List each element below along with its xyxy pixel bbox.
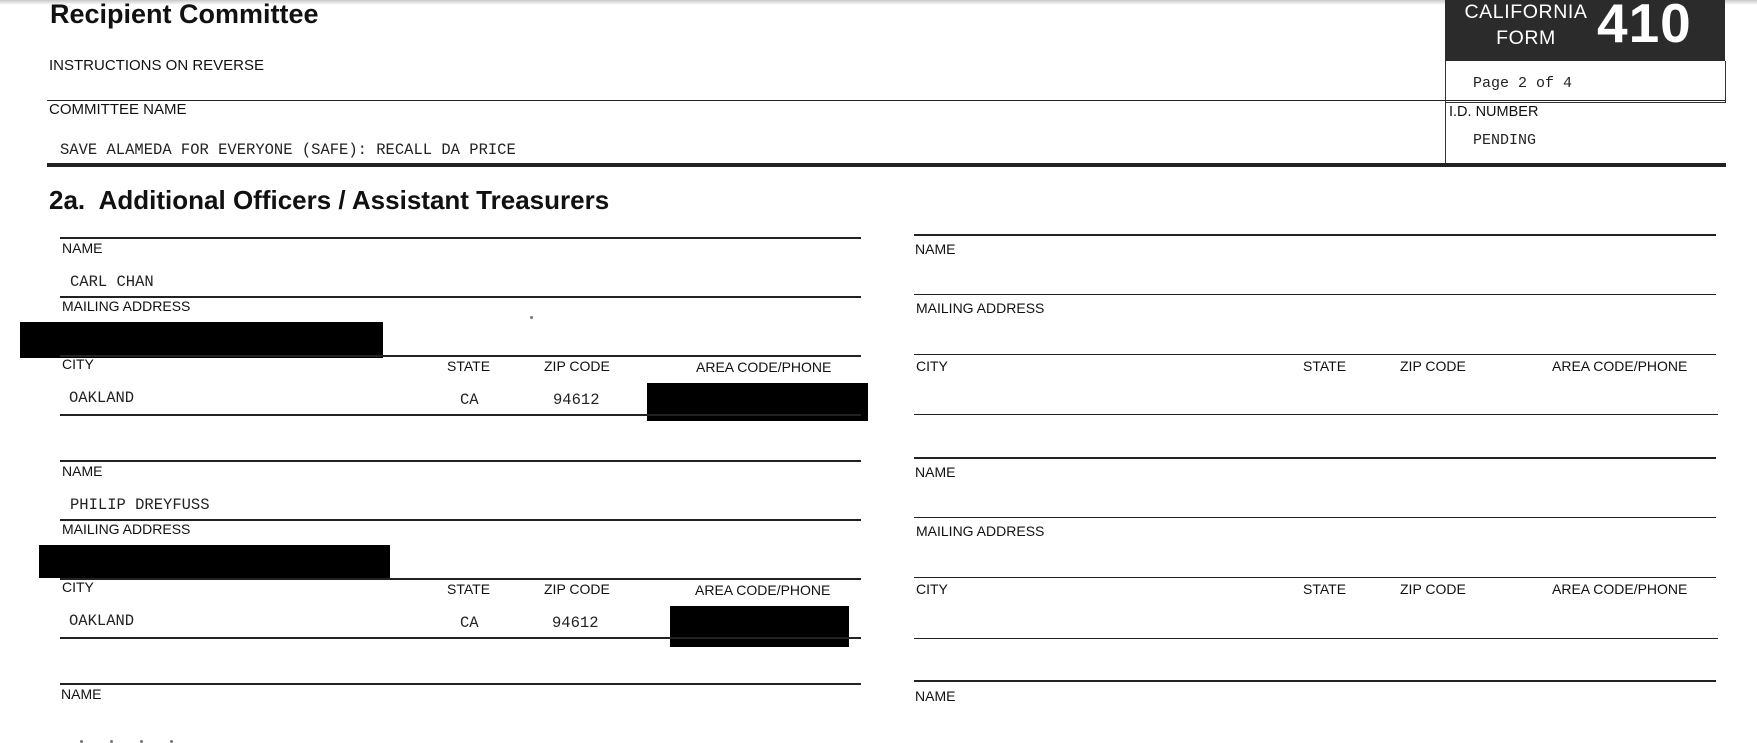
officer-2-state-label: STATE bbox=[447, 581, 491, 597]
right-1-city-label: CITY bbox=[916, 358, 948, 374]
officer-2-address-rule bbox=[60, 578, 861, 580]
officer-1-state-value: CA bbox=[460, 391, 479, 409]
officer-1-zip-label: ZIP CODE bbox=[544, 358, 610, 374]
officer-2-name-label: NAME bbox=[62, 463, 103, 479]
form-number-badge bbox=[1445, 0, 1725, 61]
officer-1-address-redaction bbox=[20, 322, 383, 358]
officer-1-address-rule bbox=[60, 355, 861, 357]
right-1-top-rule bbox=[914, 234, 1716, 236]
officer-1-name-label: NAME bbox=[62, 240, 103, 256]
officer-1-zip-value: 94612 bbox=[553, 391, 600, 409]
page-indicator: Page 2 of 4 bbox=[1473, 75, 1573, 92]
header-bottom-rule bbox=[47, 163, 1726, 167]
right-2-address-label: MAILING ADDRESS bbox=[916, 523, 1045, 539]
officer-2-top-rule bbox=[60, 460, 861, 462]
right-2-address-rule bbox=[914, 577, 1716, 578]
instructions-note: INSTRUCTIONS ON REVERSE bbox=[49, 57, 265, 74]
officer-1-city-value: OAKLAND bbox=[69, 389, 135, 407]
committee-name-value: SAVE ALAMEDA FOR EVERYONE (SAFE): RECALL DA PRICE bbox=[60, 141, 516, 159]
right-2-phone-label: AREA CODE/PHONE bbox=[1552, 581, 1688, 597]
officer-1-city-label: CITY bbox=[62, 356, 94, 372]
officer-2-zip-label: ZIP CODE bbox=[544, 581, 610, 597]
officer-2-zip-value: 94612 bbox=[552, 614, 599, 632]
right-1-bottom-rule bbox=[914, 414, 1718, 415]
officer-1-name-value: CARL CHAN bbox=[70, 273, 154, 291]
officer-2-address-redaction bbox=[39, 545, 390, 578]
right-2-zip-label: ZIP CODE bbox=[1400, 581, 1466, 597]
officer-2-state-value: CA bbox=[460, 614, 479, 632]
officer-2-phone-label: AREA CODE/PHONE bbox=[695, 582, 831, 598]
officer-1-state-label: STATE bbox=[447, 358, 491, 374]
right-1-name-rule bbox=[914, 294, 1716, 295]
right-2-state-label: STATE bbox=[1303, 581, 1347, 597]
right-2-bottom-rule bbox=[914, 638, 1718, 639]
right-2-name-label: NAME bbox=[915, 464, 956, 480]
id-number-divider bbox=[1445, 100, 1446, 166]
officer-2-name-value: PHILIP DREYFUSS bbox=[70, 496, 210, 514]
id-number-label: I.D. NUMBER bbox=[1449, 104, 1539, 120]
right-1-name-label: NAME bbox=[915, 241, 956, 257]
right-2-top-rule bbox=[914, 457, 1716, 459]
right-3-top-rule bbox=[914, 680, 1716, 682]
header-divider bbox=[47, 100, 1725, 101]
officer-2-bottom-rule bbox=[60, 637, 861, 639]
officer-1-top-rule bbox=[60, 237, 861, 239]
id-number-value: PENDING bbox=[1473, 132, 1537, 149]
right-1-address-label: MAILING ADDRESS bbox=[916, 300, 1045, 316]
officer-1-bottom-rule bbox=[60, 414, 861, 416]
officer-2-address-label: MAILING ADDRESS bbox=[62, 521, 191, 537]
officer-2-phone-redaction bbox=[670, 606, 849, 647]
officer-1-address-label: MAILING ADDRESS bbox=[62, 298, 191, 314]
officer-1-phone-label: AREA CODE/PHONE bbox=[696, 359, 832, 375]
officer-2-city-value: OAKLAND bbox=[69, 612, 135, 630]
officer-3-name-label: NAME bbox=[61, 686, 102, 702]
right-2-city-label: CITY bbox=[916, 581, 948, 597]
right-1-phone-label: AREA CODE/PHONE bbox=[1552, 358, 1688, 374]
officer-2-city-label: CITY bbox=[62, 579, 94, 595]
officer-3-top-rule bbox=[60, 683, 861, 685]
form-title: Recipient Committee bbox=[50, 0, 319, 29]
scan-speck bbox=[530, 316, 533, 319]
right-2-name-rule bbox=[914, 517, 1716, 518]
section-title: 2a. Additional Officers / Assistant Treasurers bbox=[49, 185, 610, 215]
form-number: 410 bbox=[1597, 0, 1692, 54]
committee-name-label: COMMITTEE NAME bbox=[49, 101, 187, 118]
right-1-state-label: STATE bbox=[1303, 358, 1347, 374]
right-3-name-label: NAME bbox=[915, 688, 956, 704]
right-1-zip-label: ZIP CODE bbox=[1400, 358, 1466, 374]
right-1-address-rule bbox=[914, 354, 1716, 355]
form-badge-state-label: CALIFORNIA FORM bbox=[1464, 1, 1588, 49]
